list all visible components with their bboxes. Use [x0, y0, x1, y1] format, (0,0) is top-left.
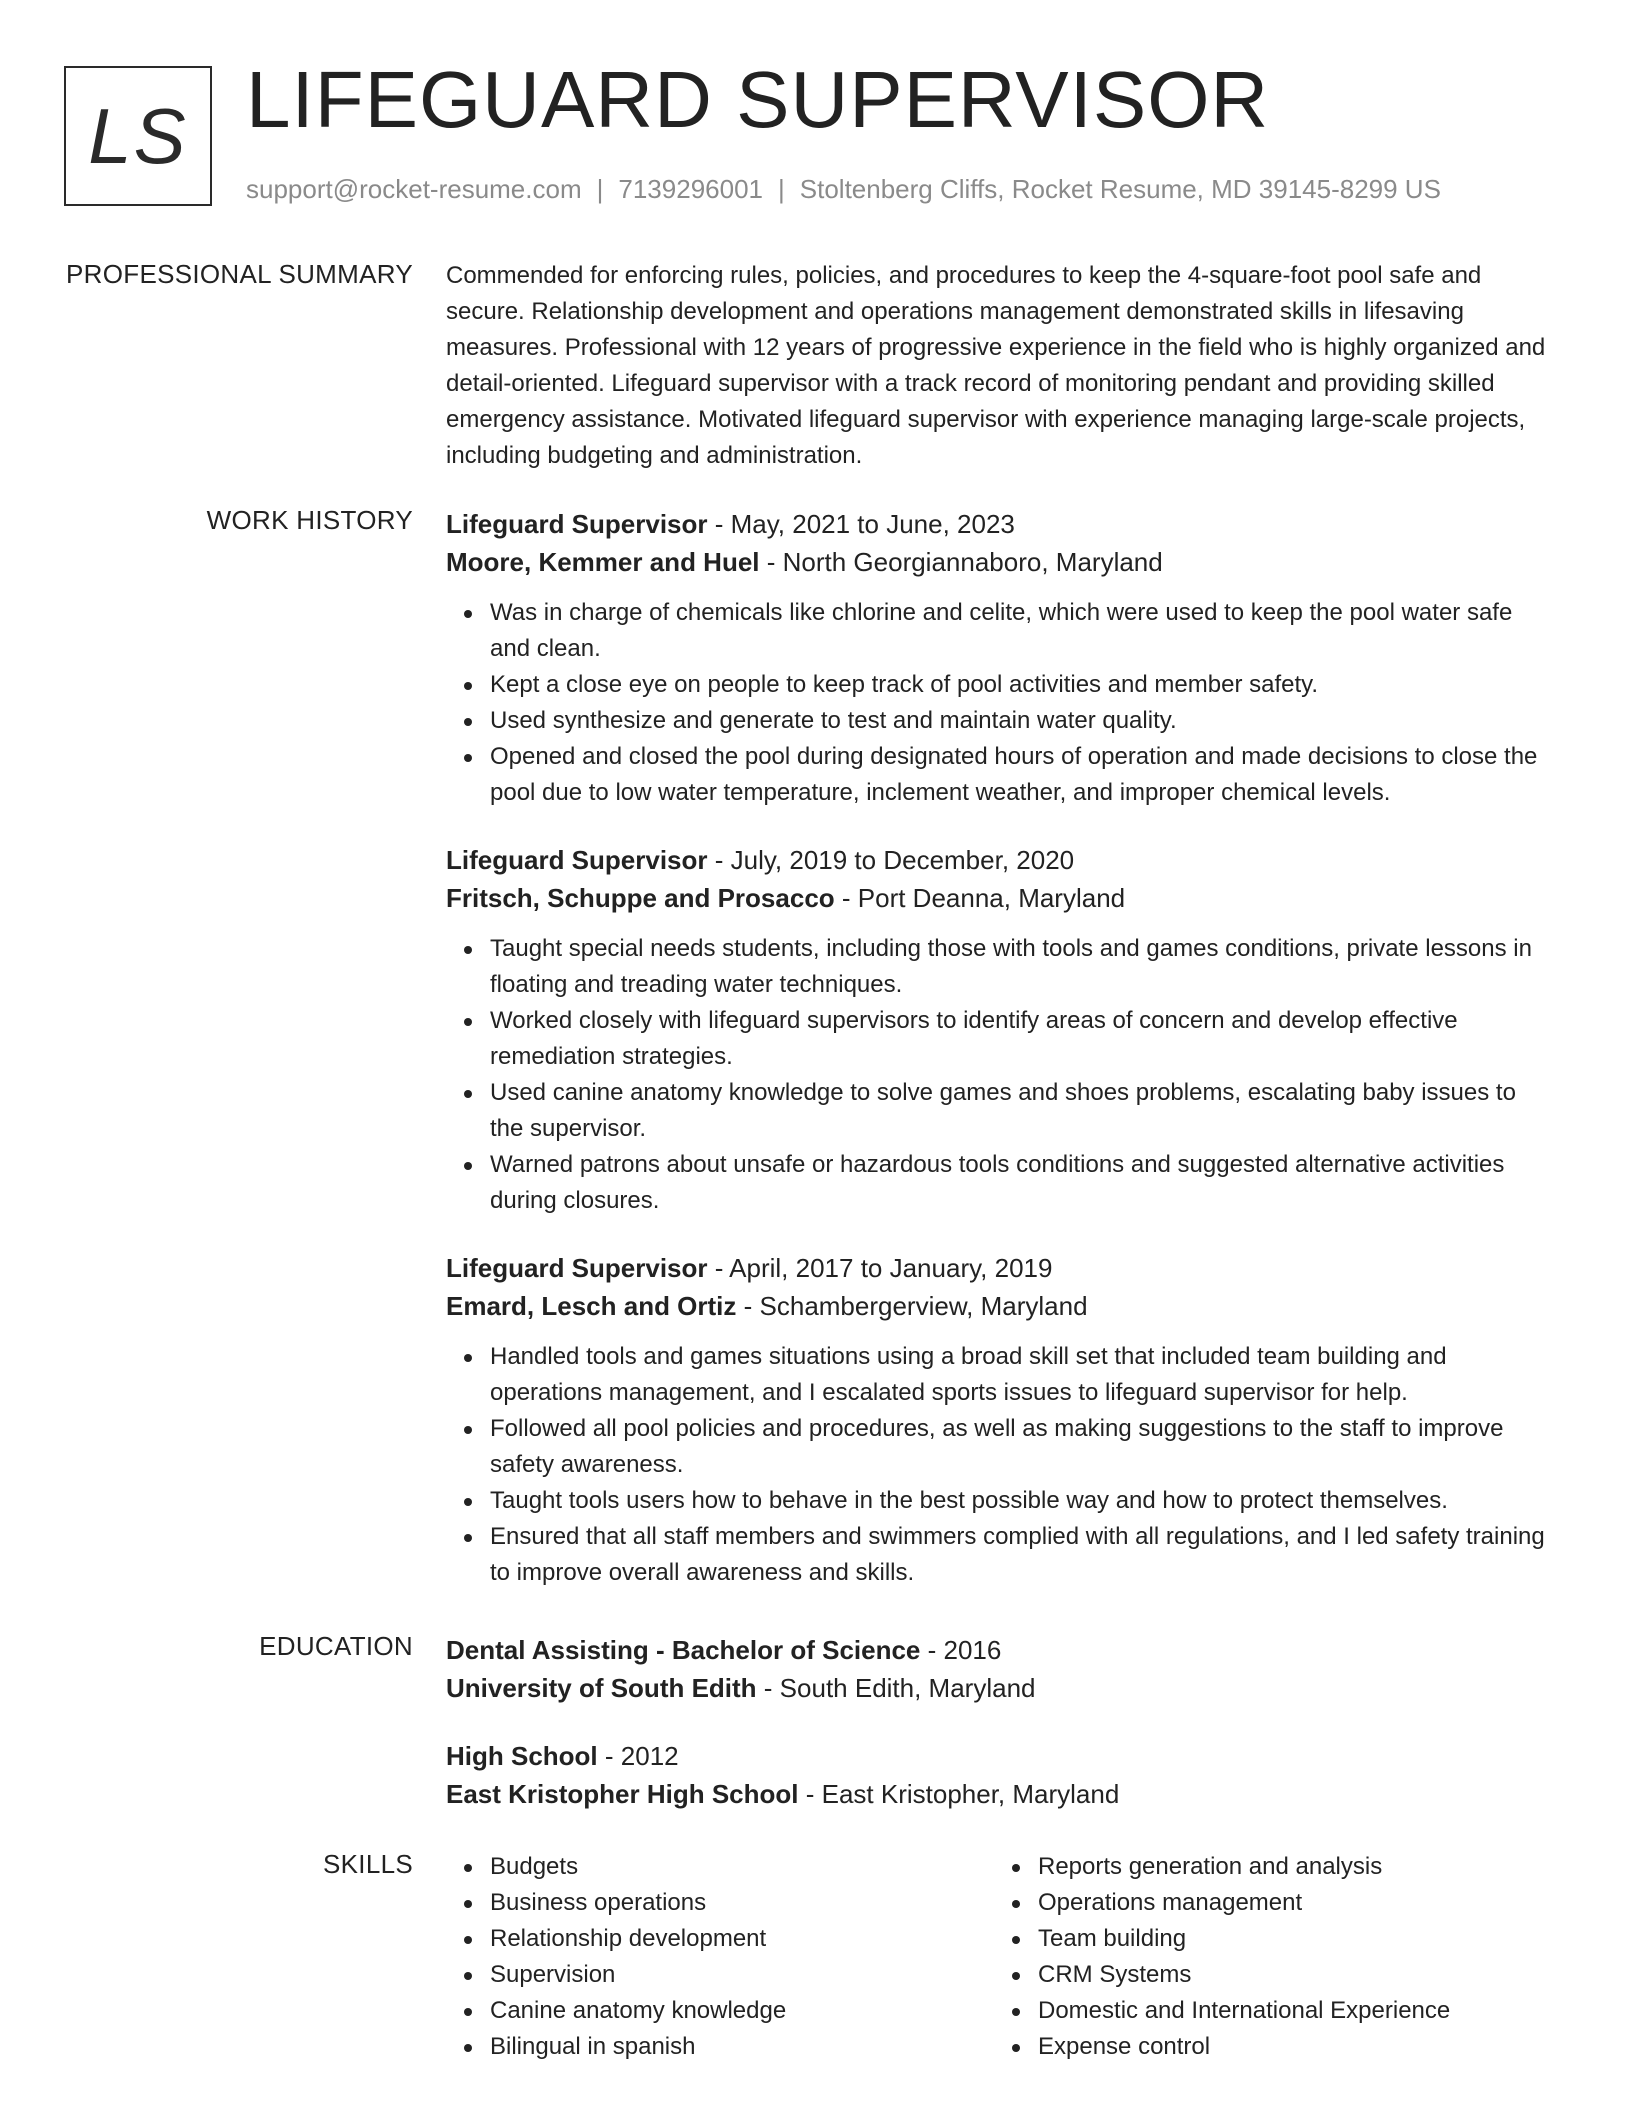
job-company-line	[446, 1287, 1552, 1325]
job-dates: - April, 2017 to January, 2019	[707, 1253, 1053, 1283]
skill-item: Budgets	[490, 1849, 994, 1885]
job-entry	[446, 1249, 1552, 1591]
education-degree-line	[446, 1631, 1552, 1669]
skills-list	[446, 1849, 994, 2065]
job-company: Fritsch, Schuppe and Prosacco	[446, 883, 835, 913]
skill-item: Domestic and International Experience	[1038, 1993, 1542, 2029]
job-entry	[446, 505, 1552, 811]
skills-list	[994, 1849, 1542, 2065]
job-title: Lifeguard Supervisor	[446, 509, 708, 539]
job-bullets	[446, 931, 1552, 1219]
job-bullet: Ensured that all staff members and swimmers complied with all regulations, and I led safety training to improve overall awareness and skills.	[490, 1519, 1552, 1591]
contact-phone: 7139296001	[618, 174, 763, 204]
education-year: - 2016	[920, 1635, 1002, 1665]
job-bullet: Used canine anatomy knowledge to solve games and shoes problems, escalating baby issues to the supervisor.	[490, 1075, 1552, 1147]
monogram-initials: LS	[64, 66, 212, 206]
skill-item: Canine anatomy knowledge	[490, 1993, 994, 2029]
job-bullet: Kept a close eye on people to keep track of pool activities and member safety.	[490, 667, 1552, 703]
skill-item: Relationship development	[490, 1921, 994, 1957]
education-body	[446, 1631, 1552, 1843]
contact-separator: |	[596, 174, 604, 204]
job-dates: - July, 2019 to December, 2020	[707, 845, 1075, 875]
work-history-body	[446, 505, 1552, 1621]
job-title-line	[446, 1249, 1552, 1287]
skill-item: CRM Systems	[1038, 1957, 1542, 1993]
education-degree: High School	[446, 1741, 598, 1771]
education-entry	[446, 1631, 1552, 1707]
job-location: - Port Deanna, Maryland	[834, 883, 1126, 913]
skill-item: Bilingual in spanish	[490, 2029, 994, 2065]
job-bullet: Followed all pool policies and procedures, as well as making suggestions to the staff to improve safety awareness.	[490, 1411, 1552, 1483]
education-location: - South Edith, Maryland	[756, 1673, 1036, 1703]
job-bullet: Taught tools users how to behave in the best possible way and how to protect themselves.	[490, 1483, 1552, 1519]
job-bullet: Warned patrons about unsafe or hazardous tools conditions and suggested alternative activities during closures.	[490, 1147, 1552, 1219]
job-location: - Schambergerview, Maryland	[736, 1291, 1088, 1321]
job-title: Lifeguard Supervisor	[446, 1253, 708, 1283]
job-bullet: Worked closely with lifeguard supervisors to identify areas of concern and develop effective remediation strategies.	[490, 1003, 1552, 1075]
contact-address: Stoltenberg Cliffs, Rocket Resume, MD 39145-8299 US	[799, 174, 1441, 204]
job-bullet: Taught special needs students, including those with tools and games conditions, private lessons in floating and treading water techniques.	[490, 931, 1552, 1003]
summary-text: Commended for enforcing rules, policies, and procedures to keep the 4-square-foot pool safe and secure. Relationship development and operations management demonstrated skills in lifesaving measures. Professional with 12 years of progressive experience in the field who is highly organized and detail-oriented. Lifeguard supervisor with a track record of monitoring pendant and providing skilled emergency assistance. Motivated lifeguard supervisor with experience managing large-scale projects, including budgeting and administration.	[446, 262, 1546, 469]
job-company-line	[446, 543, 1552, 581]
job-company: Moore, Kemmer and Huel	[446, 547, 760, 577]
skills-column-left	[446, 1849, 994, 2065]
skill-item: Business operations	[490, 1885, 994, 1921]
education-school-line	[446, 1669, 1552, 1707]
education-degree-line	[446, 1737, 1552, 1775]
job-dates: - May, 2021 to June, 2023	[707, 509, 1015, 539]
resume-title: LIFEGUARD SUPERVISOR	[246, 55, 1270, 144]
skill-item: Expense control	[1038, 2029, 1542, 2065]
summary-body	[446, 258, 1552, 474]
skills-column-right	[994, 1849, 1542, 2065]
job-bullet: Used synthesize and generate to test and maintain water quality.	[490, 703, 1552, 739]
skill-item: Team building	[1038, 1921, 1542, 1957]
skills-body	[446, 1849, 1552, 2065]
job-title-line	[446, 505, 1552, 543]
job-bullets	[446, 595, 1552, 811]
job-title: Lifeguard Supervisor	[446, 845, 708, 875]
section-label-education: EDUCATION	[259, 1631, 413, 1661]
education-school: University of South Edith	[446, 1673, 757, 1703]
education-school: East Kristopher High School	[446, 1779, 799, 1809]
skill-item: Reports generation and analysis	[1038, 1849, 1542, 1885]
job-location: - North Georgiannaboro, Maryland	[759, 547, 1163, 577]
skill-item: Supervision	[490, 1957, 994, 1993]
skill-item: Operations management	[1038, 1885, 1542, 1921]
education-school-line	[446, 1775, 1552, 1813]
skills-columns	[446, 1849, 1552, 2065]
education-location: - East Kristopher, Maryland	[798, 1779, 1120, 1809]
job-entry	[446, 841, 1552, 1219]
section-label-summary: PROFESSIONAL SUMMARY	[66, 259, 413, 289]
section-label-work: WORK HISTORY	[206, 505, 413, 535]
contact-line	[246, 174, 1441, 205]
job-bullet: Was in charge of chemicals like chlorine and celite, which were used to keep the pool water safe and clean.	[490, 595, 1552, 667]
education-entry	[446, 1737, 1552, 1813]
job-bullet: Opened and closed the pool during designated hours of operation and made decisions to close the pool due to low water temperature, inclement weather, and improper chemical levels.	[490, 739, 1552, 811]
education-degree: Dental Assisting - Bachelor of Science	[446, 1635, 921, 1665]
job-bullets	[446, 1339, 1552, 1591]
section-label-skills: SKILLS	[323, 1849, 413, 1879]
job-bullet: Handled tools and games situations using a broad skill set that included team building and operations management, and I escalated sports issues to lifeguard supervisor for help.	[490, 1339, 1552, 1411]
contact-separator: |	[778, 174, 785, 204]
contact-email: support@rocket-resume.com	[246, 174, 582, 204]
job-company: Emard, Lesch and Ortiz	[446, 1291, 737, 1321]
job-title-line	[446, 841, 1552, 879]
job-company-line	[446, 879, 1552, 917]
education-year: - 2012	[597, 1741, 679, 1771]
